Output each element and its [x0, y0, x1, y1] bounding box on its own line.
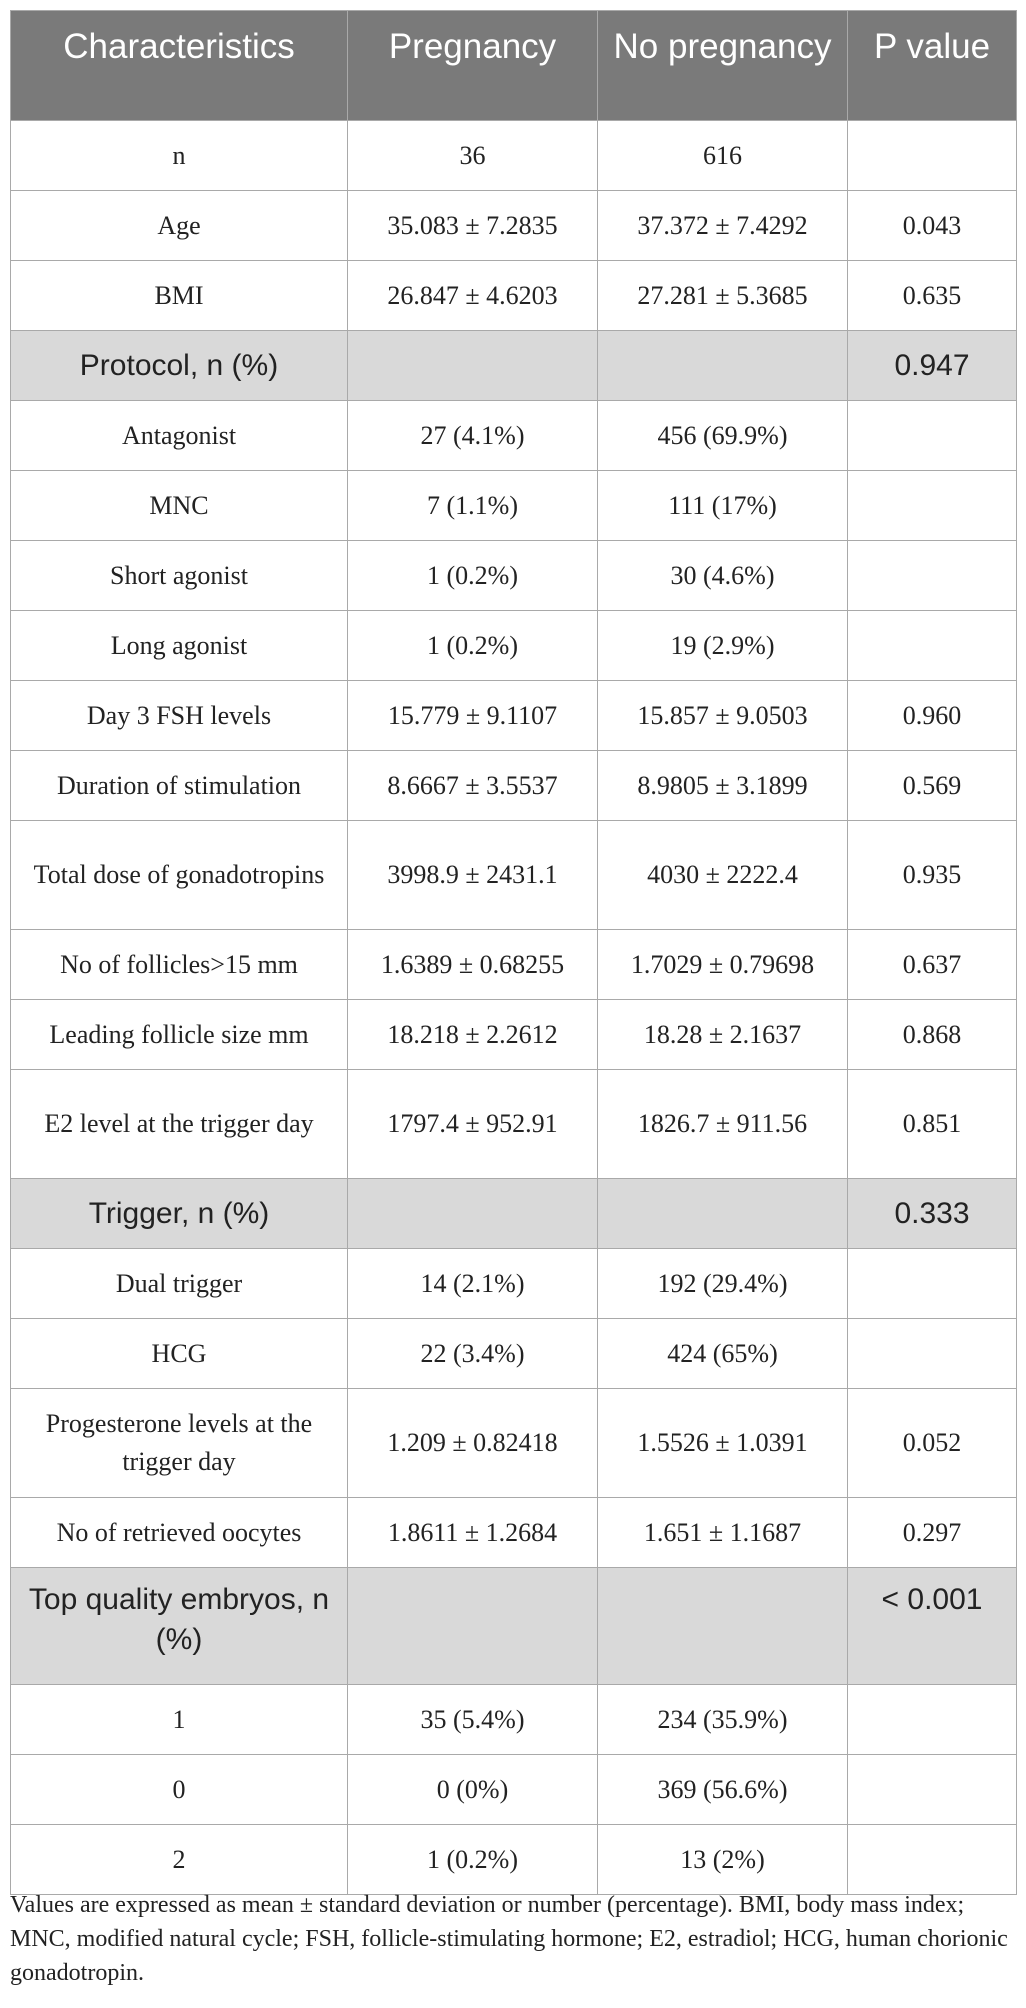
no-pregnancy-cell: 4030 ± 2222.4 [598, 821, 848, 930]
characteristic-cell: MNC [11, 471, 348, 541]
table-row [11, 930, 1017, 1000]
characteristic-cell: Day 3 FSH levels [11, 681, 348, 751]
pregnancy-cell [348, 1179, 598, 1249]
p-value-cell: < 0.001 [848, 1568, 1017, 1685]
p-value-cell [848, 1685, 1017, 1755]
no-pregnancy-cell [598, 1568, 848, 1685]
pregnancy-cell: 0 (0%) [348, 1755, 598, 1825]
p-value-cell: 0.960 [848, 681, 1017, 751]
p-value-cell [848, 1755, 1017, 1825]
table-header [11, 11, 1017, 121]
pregnancy-cell: 15.779 ± 9.1107 [348, 681, 598, 751]
pregnancy-cell: 1 (0.2%) [348, 611, 598, 681]
characteristic-cell: Antagonist [11, 401, 348, 471]
characteristic-cell: Long agonist [11, 611, 348, 681]
characteristic-cell: 1 [11, 1685, 348, 1755]
p-value-cell [848, 121, 1017, 191]
table-row [11, 1000, 1017, 1070]
pregnancy-cell: 14 (2.1%) [348, 1249, 598, 1319]
section-header-row [11, 1568, 1017, 1685]
table-row [11, 191, 1017, 261]
table-row [11, 121, 1017, 191]
table-row [11, 611, 1017, 681]
table-row [11, 1319, 1017, 1389]
p-value-cell: 0.569 [848, 751, 1017, 821]
table-row [11, 1685, 1017, 1755]
characteristic-cell: Protocol, n (%) [11, 331, 348, 401]
p-value-cell [848, 401, 1017, 471]
no-pregnancy-cell: 192 (29.4%) [598, 1249, 848, 1319]
table-row [11, 471, 1017, 541]
characteristic-cell: Dual trigger [11, 1249, 348, 1319]
table-row [11, 1498, 1017, 1568]
no-pregnancy-cell: 111 (17%) [598, 471, 848, 541]
p-value-cell: 0.637 [848, 930, 1017, 1000]
header-pregnancy: Pregnancy [348, 11, 598, 121]
no-pregnancy-cell: 18.28 ± 2.1637 [598, 1000, 848, 1070]
characteristic-cell: 0 [11, 1755, 348, 1825]
table-row [11, 1825, 1017, 1895]
no-pregnancy-cell: 30 (4.6%) [598, 541, 848, 611]
no-pregnancy-cell [598, 331, 848, 401]
p-value-cell: 0.935 [848, 821, 1017, 930]
characteristic-cell: No of retrieved oocytes [11, 1498, 348, 1568]
p-value-cell: 0.635 [848, 261, 1017, 331]
table-row [11, 681, 1017, 751]
table-body [11, 121, 1017, 1895]
pregnancy-cell: 8.6667 ± 3.5537 [348, 751, 598, 821]
no-pregnancy-cell: 1.7029 ± 0.79698 [598, 930, 848, 1000]
pregnancy-cell: 1.8611 ± 1.2684 [348, 1498, 598, 1568]
table-row [11, 821, 1017, 930]
characteristic-cell: Trigger, n (%) [11, 1179, 348, 1249]
table-row [11, 1389, 1017, 1498]
p-value-cell: 0.052 [848, 1389, 1017, 1498]
pregnancy-cell: 27 (4.1%) [348, 401, 598, 471]
characteristic-cell: n [11, 121, 348, 191]
p-value-cell [848, 1825, 1017, 1895]
pregnancy-cell: 1.6389 ± 0.68255 [348, 930, 598, 1000]
characteristic-cell: Progesterone levels at the trigger day [11, 1389, 348, 1498]
no-pregnancy-cell: 456 (69.9%) [598, 401, 848, 471]
characteristic-cell: 2 [11, 1825, 348, 1895]
p-value-cell: 0.947 [848, 331, 1017, 401]
characteristic-cell: HCG [11, 1319, 348, 1389]
pregnancy-cell: 18.218 ± 2.2612 [348, 1000, 598, 1070]
no-pregnancy-cell: 27.281 ± 5.3685 [598, 261, 848, 331]
header-row [11, 11, 1017, 121]
section-header-row [11, 1179, 1017, 1249]
header-no-pregnancy: No pregnancy [598, 11, 848, 121]
pregnancy-cell: 3998.9 ± 2431.1 [348, 821, 598, 930]
pregnancy-cell [348, 1568, 598, 1685]
pregnancy-cell: 35 (5.4%) [348, 1685, 598, 1755]
characteristic-cell: E2 level at the trigger day [11, 1070, 348, 1179]
no-pregnancy-cell: 234 (35.9%) [598, 1685, 848, 1755]
no-pregnancy-cell: 1.651 ± 1.1687 [598, 1498, 848, 1568]
header-p-value: P value [848, 11, 1017, 121]
pregnancy-cell: 7 (1.1%) [348, 471, 598, 541]
pregnancy-cell: 36 [348, 121, 598, 191]
p-value-cell: 0.868 [848, 1000, 1017, 1070]
characteristic-cell: BMI [11, 261, 348, 331]
no-pregnancy-cell: 424 (65%) [598, 1319, 848, 1389]
p-value-cell: 0.851 [848, 1070, 1017, 1179]
characteristic-cell: Total dose of gonadotropins [11, 821, 348, 930]
characteristic-cell: No of follicles>15 mm [11, 930, 348, 1000]
no-pregnancy-cell: 1826.7 ± 911.56 [598, 1070, 848, 1179]
table-row [11, 1755, 1017, 1825]
data-table [10, 10, 1017, 1895]
characteristic-cell: Duration of stimulation [11, 751, 348, 821]
no-pregnancy-cell: 37.372 ± 7.4292 [598, 191, 848, 261]
table-row [11, 541, 1017, 611]
p-value-cell: 0.333 [848, 1179, 1017, 1249]
pregnancy-cell [348, 331, 598, 401]
no-pregnancy-cell: 13 (2%) [598, 1825, 848, 1895]
no-pregnancy-cell: 15.857 ± 9.0503 [598, 681, 848, 751]
table-row [11, 261, 1017, 331]
no-pregnancy-cell: 19 (2.9%) [598, 611, 848, 681]
pregnancy-cell: 1.209 ± 0.82418 [348, 1389, 598, 1498]
p-value-cell [848, 541, 1017, 611]
pregnancy-cell: 1797.4 ± 952.91 [348, 1070, 598, 1179]
characteristic-cell: Short agonist [11, 541, 348, 611]
no-pregnancy-cell: 369 (56.6%) [598, 1755, 848, 1825]
characteristic-cell: Age [11, 191, 348, 261]
pregnancy-cell: 1 (0.2%) [348, 1825, 598, 1895]
table-row [11, 401, 1017, 471]
p-value-cell [848, 471, 1017, 541]
header-characteristics: Characteristics [11, 11, 348, 121]
section-header-row [11, 331, 1017, 401]
table-footnote: Values are expressed as mean ± standard deviation or number (percentage). BMI, body mass index; MNC, modified natural cycle; FSH, follicle-stimulating hormone; E2, estradiol; HCG, human chorionic gonadotropin. [10, 1892, 1008, 1986]
no-pregnancy-cell: 1.5526 ± 1.0391 [598, 1389, 848, 1498]
no-pregnancy-cell [598, 1179, 848, 1249]
characteristic-cell: Top quality embryos, n (%) [11, 1568, 348, 1685]
p-value-cell [848, 1319, 1017, 1389]
p-value-cell [848, 611, 1017, 681]
pregnancy-cell: 26.847 ± 4.6203 [348, 261, 598, 331]
p-value-cell [848, 1249, 1017, 1319]
table-row [11, 751, 1017, 821]
table-row [11, 1070, 1017, 1179]
characteristic-cell: Leading follicle size mm [11, 1000, 348, 1070]
pregnancy-cell: 1 (0.2%) [348, 541, 598, 611]
p-value-cell: 0.043 [848, 191, 1017, 261]
pregnancy-cell: 22 (3.4%) [348, 1319, 598, 1389]
pregnancy-cell: 35.083 ± 7.2835 [348, 191, 598, 261]
table-row [11, 1249, 1017, 1319]
no-pregnancy-cell: 616 [598, 121, 848, 191]
no-pregnancy-cell: 8.9805 ± 3.1899 [598, 751, 848, 821]
p-value-cell: 0.297 [848, 1498, 1017, 1568]
